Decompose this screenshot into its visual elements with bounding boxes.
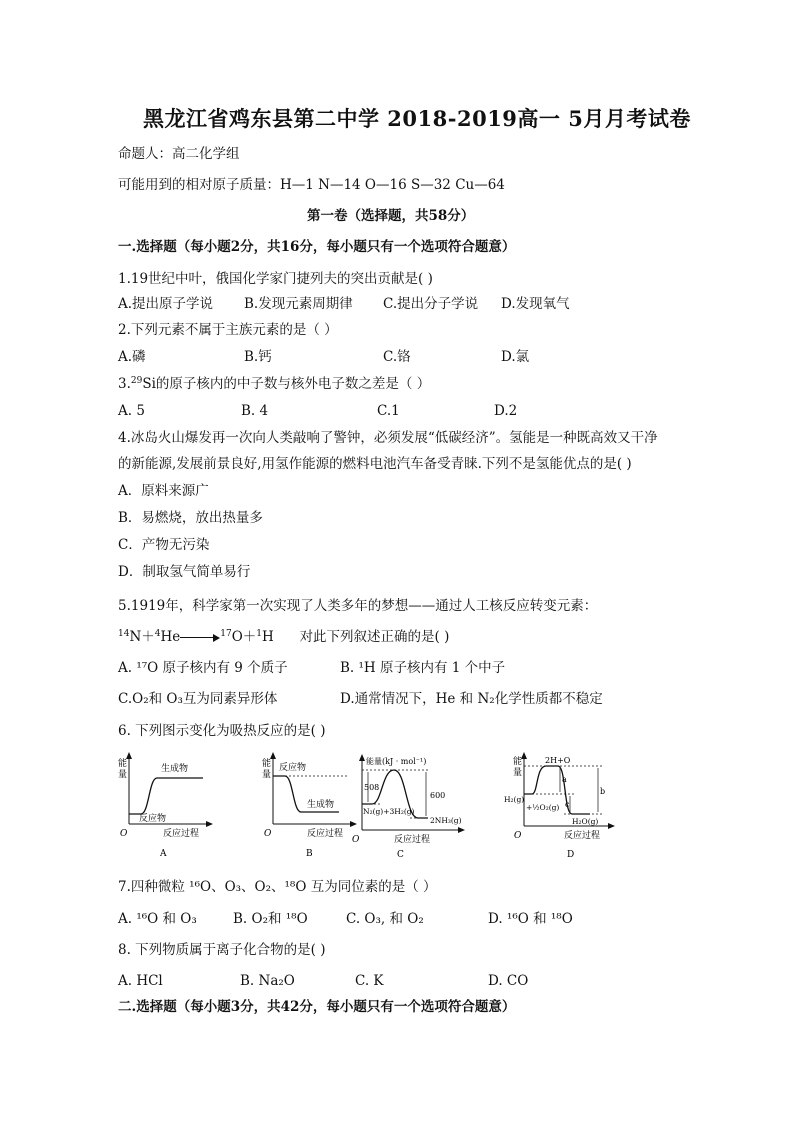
- q5-stem: 5.1919年，科学家第一次实现了人类多年的梦想——通过人工核反应转变元素：: [118, 598, 598, 614]
- q8-option-a: A. HCl: [118, 973, 163, 989]
- q2-option-c: C.铬: [383, 349, 411, 365]
- q2-option-b: B.钙: [244, 349, 272, 365]
- graph-d: [504, 752, 634, 862]
- graph-c-600: 600: [430, 791, 446, 800]
- q7-option-d: D. ¹⁶O 和 ¹⁸O: [488, 911, 573, 927]
- q3-mass-number: 29: [130, 376, 143, 386]
- section1-title: 一.选择题（每小题2分，共16分，每小题只有一个选项符合题意）: [118, 239, 516, 255]
- q7-option-c: C. O₃, 和 O₂: [346, 911, 424, 927]
- q1-stem: 1.19世纪中叶，俄国化学家门捷列夫的突出贡献是( ): [118, 271, 433, 287]
- q3-option-a: A. 5: [118, 403, 145, 419]
- graph-d-c: c: [565, 800, 570, 809]
- graph-b-ylabel-1: 能: [262, 759, 272, 769]
- q3-option-c: C.1: [377, 403, 400, 419]
- author-line: 命题人：高二化学组: [118, 146, 240, 162]
- page-title: 黑龙江省鸡东县第二中学 2018-2019高一 5月月考试卷: [143, 106, 691, 131]
- graph-d-plus-label: +½O₂(g): [526, 803, 560, 812]
- reaction-arrow-icon: [180, 634, 220, 642]
- graph-d-ylabel-2: 量: [513, 768, 523, 778]
- graph-c-start-label: N₂(g)+3H₂(g): [363, 807, 415, 816]
- graph-d-b: b: [600, 787, 606, 796]
- graph-d-caption: D: [567, 850, 575, 860]
- graph-c-origin: O: [352, 835, 360, 845]
- graph-d-start-label: H₂(g): [504, 795, 525, 804]
- q3-stem-text: Si的原子核内的中子数与核外电子数之差是（ ）: [142, 376, 431, 392]
- atomic-masses-line: 可能用到的相对原子质量：H—1 N—14 O—16 S—32 Cu—64: [118, 177, 505, 193]
- q8-option-c: C. K: [355, 973, 384, 989]
- q8-option-b: B. Na₂O: [240, 973, 295, 989]
- graph-a-reactant-label: 反应物: [139, 814, 167, 824]
- graph-a-product-label: 生成物: [161, 764, 189, 774]
- q3-stem: [118, 375, 430, 393]
- part1-title: 第一卷（选择题，共58分）: [307, 208, 475, 224]
- q8-stem: 8. 下列物质属于离子化合物的是( ): [118, 942, 326, 958]
- section2-title: 二.选择题（每小题3分，共42分，每小题只有一个选项符合题意）: [118, 999, 516, 1015]
- q2-option-d: D.氯: [501, 349, 530, 365]
- graph-d-top-label: 2H+O: [545, 756, 571, 765]
- q7-option-a: A. ¹⁶O 和 O₃: [118, 911, 197, 927]
- graph-a-ylabel-2: 量: [118, 770, 128, 780]
- q4-option-a: A．原料来源广: [118, 483, 209, 499]
- q5-option-a: A. ¹⁷O 原子核内有 9 个质子: [118, 660, 288, 676]
- q8-option-d: D. CO: [488, 973, 529, 989]
- q3-option-b: B. 4: [241, 403, 269, 419]
- graph-b-origin: O: [264, 829, 272, 839]
- q1-option-a: A.提出原子学说: [118, 296, 214, 312]
- q5-option-b: B. ¹H 原子核内有 1 个中子: [340, 660, 506, 676]
- graph-c-xlabel: 反应过程: [394, 835, 431, 845]
- q1-option-b: B.发现元素周期律: [244, 296, 353, 312]
- q3-option-d: D.2: [494, 403, 518, 419]
- q7-stem: 7.四种微粒 ¹⁶O、O₃、O₂、¹⁸O 互为同位素的是（ ）: [118, 879, 437, 895]
- q5-equation: $^{14}$N＋$^4$He $^{17}$O＋$^1$H 对此下列叙述正确的是( ): [118, 629, 450, 645]
- q4-option-d: D．制取氢气简单易行: [118, 564, 251, 580]
- q5-equation-question: 对此下列叙述正确的是( ): [299, 629, 450, 645]
- q4-stem-line1: 4.冰岛火山爆发再一次向人类敲响了警钟，必须发展“低碳经济”。氢能是一种既高效又干净: [118, 430, 658, 446]
- graph-d-end-label: H₂O(g): [572, 817, 599, 826]
- graph-a-origin: O: [120, 829, 128, 839]
- q4-option-c: C．产物无污染: [118, 537, 210, 553]
- graph-d-ylabel-1: 能: [513, 757, 523, 767]
- graph-a-ylabel-1: 能: [118, 759, 128, 769]
- q1-option-c: C.提出分子学说: [383, 296, 479, 312]
- q6-stem: 6. 下列图示变化为吸热反应的是( ): [118, 723, 326, 739]
- q7-option-b: B. O₂和 ¹⁸O: [233, 911, 308, 927]
- graph-b-xlabel: 反应过程: [307, 829, 344, 839]
- graph-a-caption: A: [160, 849, 167, 859]
- graph-b-product-label: 生成物: [307, 800, 335, 810]
- graph-b-reactant-label: 反应物: [279, 763, 307, 773]
- q2-option-a: A.磷: [118, 349, 146, 365]
- graph-c: [350, 752, 485, 862]
- q4-stem-line2: 的新能源,发展前景良好,用氢作能源的燃料电池汽车备受青睐.下列不是氢能优点的是( ): [118, 456, 632, 472]
- q1-option-d: D.发现氧气: [501, 296, 570, 312]
- q5-option-d: D.通常情况下，He 和 N₂化学性质都不稳定: [340, 691, 603, 707]
- q2-stem: 2.下列元素不属于主族元素的是（ ）: [118, 322, 338, 338]
- graph-a: [115, 752, 235, 862]
- q4-option-b: B．易燃烧，放出热量多: [118, 510, 263, 526]
- graph-d-origin: O: [514, 831, 522, 841]
- graph-c-caption: C: [397, 850, 404, 860]
- q5-option-c: C.O₂和 O₃互为同素异形体: [118, 691, 278, 707]
- graph-c-end-label: 2NH₃(g): [430, 816, 462, 825]
- graph-c-508: 508: [364, 783, 380, 792]
- graph-d-a: a: [562, 775, 567, 784]
- graph-b-ylabel-2: 量: [262, 770, 272, 780]
- graph-c-ylabel: 能量(kJ · mol⁻¹): [366, 757, 427, 766]
- graph-b-caption: B: [306, 849, 313, 859]
- graph-d-xlabel: 反应过程: [564, 831, 601, 841]
- graph-a-xlabel: 反应过程: [163, 829, 200, 839]
- q3-number: 3.: [118, 376, 131, 392]
